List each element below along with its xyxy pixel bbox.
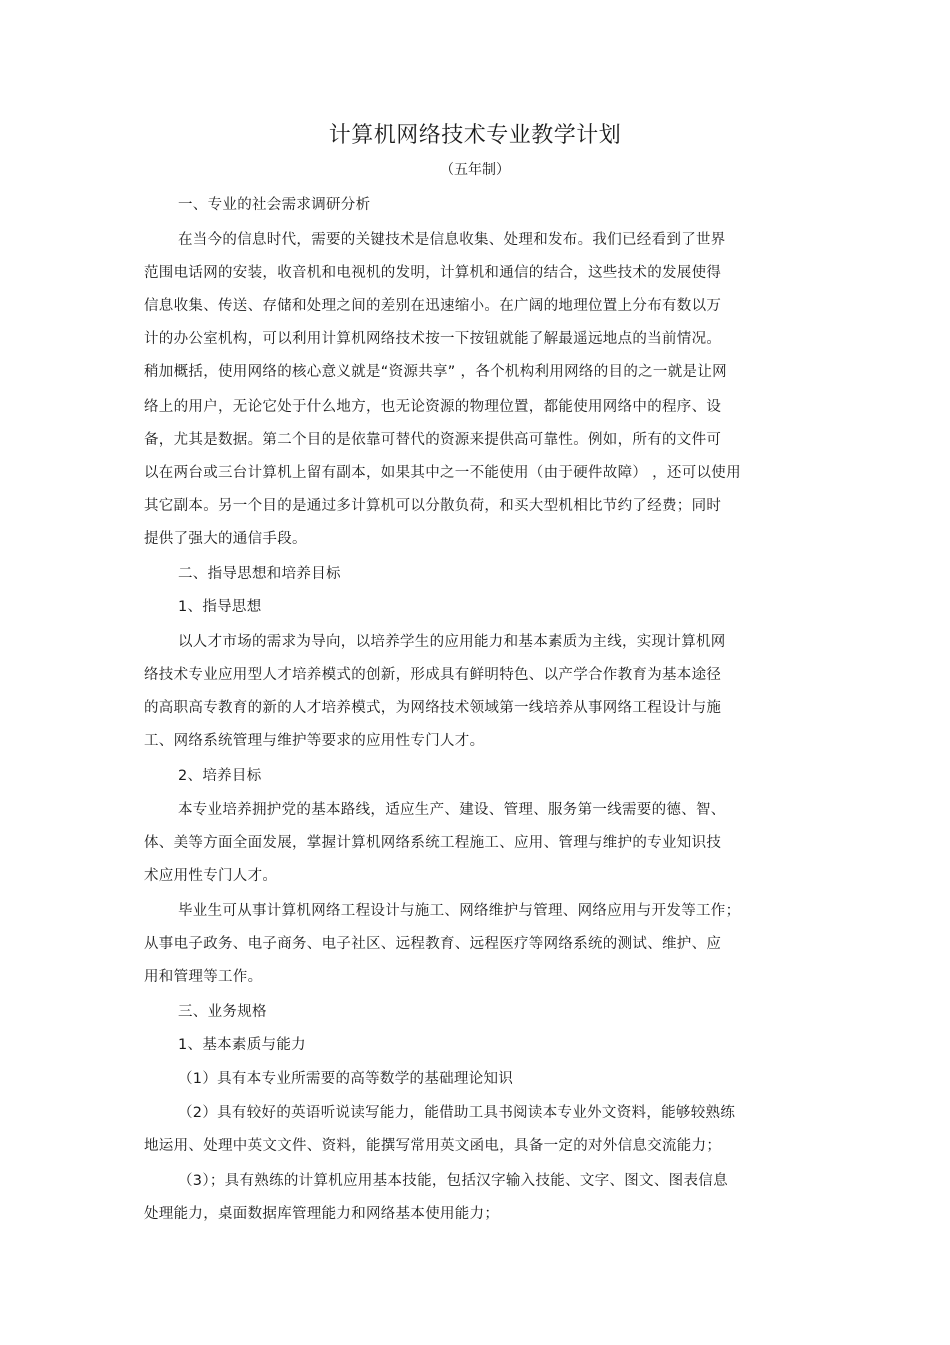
paragraph-line: 稍加概括，使用网络的核心意义就是“资源共享” ，各个机构利用网络的目的之一就是让网 (144, 364, 727, 380)
paragraph-line: 备，尤其是数据。第二个目的是依靠可替代的资源来提供高可靠性。例如，所有的文件可 (144, 432, 722, 448)
paragraph-line: 体、美等方面全面发展，掌握计算机网络系统工程施工、应用、管理与维护的专业知识技 (144, 835, 722, 851)
paragraph-line: 其它副本。另一个目的是通过多计算机可以分散负荷，和买大型机相比节约了经费；同时 (144, 498, 722, 514)
section-heading-1: 一、专业的社会需求调研分析 (178, 197, 371, 213)
list-item: （1）具有本专业所需要的高等数学的基础理论知识 (178, 1071, 514, 1087)
paragraph-line: 本专业培养拥护党的基本路线，适应生产、建设、管理、服务第一线需要的德、智、 (178, 802, 726, 818)
subsection-heading: 1、指导思想 (178, 599, 262, 615)
subsection-heading: 1、基本素质与能力 (178, 1037, 306, 1053)
document-title: 计算机网络技术专业教学计划 (328, 123, 622, 148)
paragraph-line: 提供了强大的通信手段。 (144, 531, 307, 547)
paragraph-line: 从事电子政务、电子商务、电子社区、远程教育、远程医疗等网络系统的测试、维护、应 (144, 936, 722, 952)
paragraph-line: 术应用性专门人才。 (144, 868, 278, 884)
paragraph-line: 地运用、处理中英文文件、资料，能撰写常用英文函电，具备一定的对外信息交流能力； (144, 1138, 722, 1154)
paragraph-line: 以在两台或三台计算机上留有副本，如果其中之一不能使用（由于硬件故障） ，还可以使用 (144, 465, 741, 481)
paragraph-line: 在当今的信息时代，需要的关键技术是信息收集、处理和发布。我们已经看到了世界 (178, 232, 726, 248)
list-item: （3）；具有熟练的计算机应用基本技能，包括汉字输入技能、文字、图文、图表信息 (178, 1173, 728, 1189)
paragraph-line: 络上的用户，无论它处于什么地方，也无论资源的物理位置，都能使用网络中的程序、设 (144, 399, 722, 415)
paragraph-line: 用和管理等工作。 (144, 969, 263, 985)
paragraph-line: 工、网络系统管理与维护等要求的应用性专门人才。 (144, 733, 485, 749)
paragraph-line: 范围电话网的安装，收音机和电视机的发明，计算机和通信的结合，这些技术的发展使得 (144, 265, 722, 281)
paragraph-line: 计的办公室机构，可以利用计算机网络技术按一下按钮就能了解最遥远地点的当前情况。 (144, 331, 722, 347)
paragraph-line: 处理能力，桌面数据库管理能力和网络基本使用能力； (144, 1206, 500, 1222)
document-subtitle: （五年制） (440, 162, 510, 178)
paragraph-line: 以人才市场的需求为导向，以培养学生的应用能力和基本素质为主线，实现计算机网 (178, 634, 726, 650)
paragraph-line: 毕业生可从事计算机网络工程设计与施工、网络维护与管理、网络应用与开发等工作； (178, 903, 741, 919)
paragraph-line: 信息收集、传送、存储和处理之间的差别在迅速缩小。在广阔的地理位置上分布有数以万 (144, 298, 722, 314)
section-heading-2: 二、指导思想和培养目标 (178, 566, 341, 582)
subsection-heading: 2、培养目标 (178, 768, 262, 784)
paragraph-line: 络技术专业应用型人才培养模式的创新，形成具有鲜明特色、以产学合作教育为基本途径 (144, 667, 722, 683)
paragraph-line: 的高职高专教育的新的人才培养模式，为网络技术领域第一线培养从事网络工程设计与施 (144, 700, 722, 716)
list-item: （2）具有较好的英语听说读写能力，能借助工具书阅读本专业外文资料，能够较熟练 (178, 1105, 736, 1121)
section-heading-3: 三、业务规格 (178, 1004, 267, 1020)
